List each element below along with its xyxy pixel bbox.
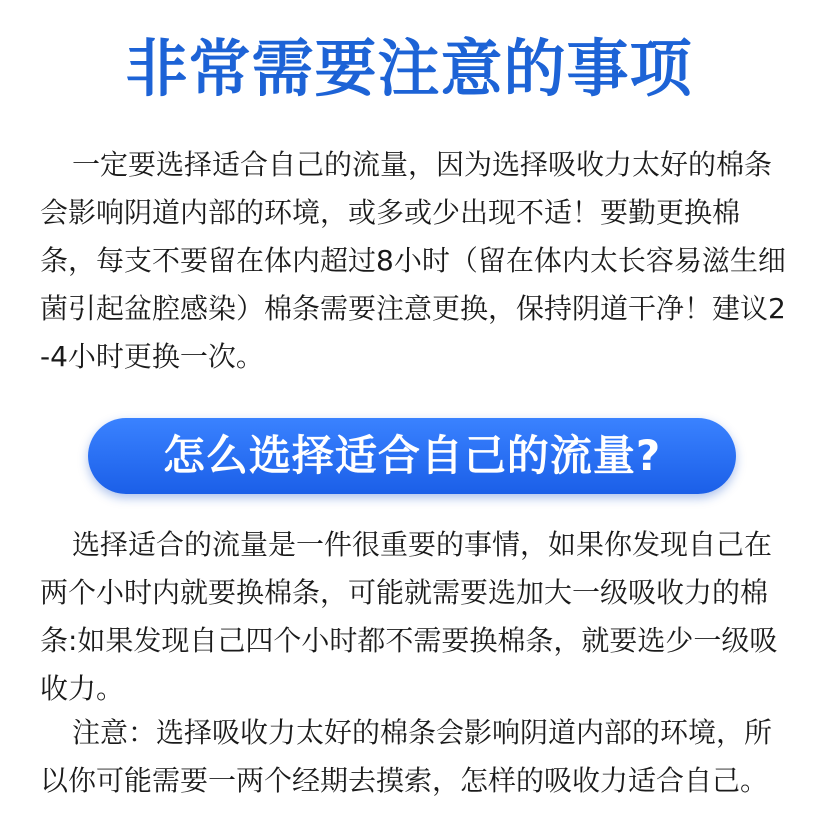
section-heading-text: 怎么选择适合自己的流量? [162,431,662,480]
section-heading-banner [88,418,736,494]
page-title: 非常需要注意的事项 [125,32,693,105]
flow-selection-paragraph: 选择适合的流量是一件很重要的事情，如果你发现自己在两个小时内就要换棉条，可能就需要选加大一级吸收力的棉条:如果发现自己四个小时都不需要换棉条，就要选少一级吸收力。 [40,528,778,705]
note-paragraph: 注意：选择吸收力太好的棉条会影响阴道内部的环境，所以你可能需要一两个经期去摸索，怎样的吸收力适合自己。 [40,716,773,797]
caution-paragraph: 一定要选择适合自己的流量，因为选择吸收力太好的棉条会影响阴道内部的环境，或多或少出现不适！要勤更换棉条，每支不要留在体内超过8小时（留在体内太长容易滋生细菌引起盆腔感染）棉条需要注意更换，保持阴道干净！建议2-4小时更换一次。 [40,148,786,373]
